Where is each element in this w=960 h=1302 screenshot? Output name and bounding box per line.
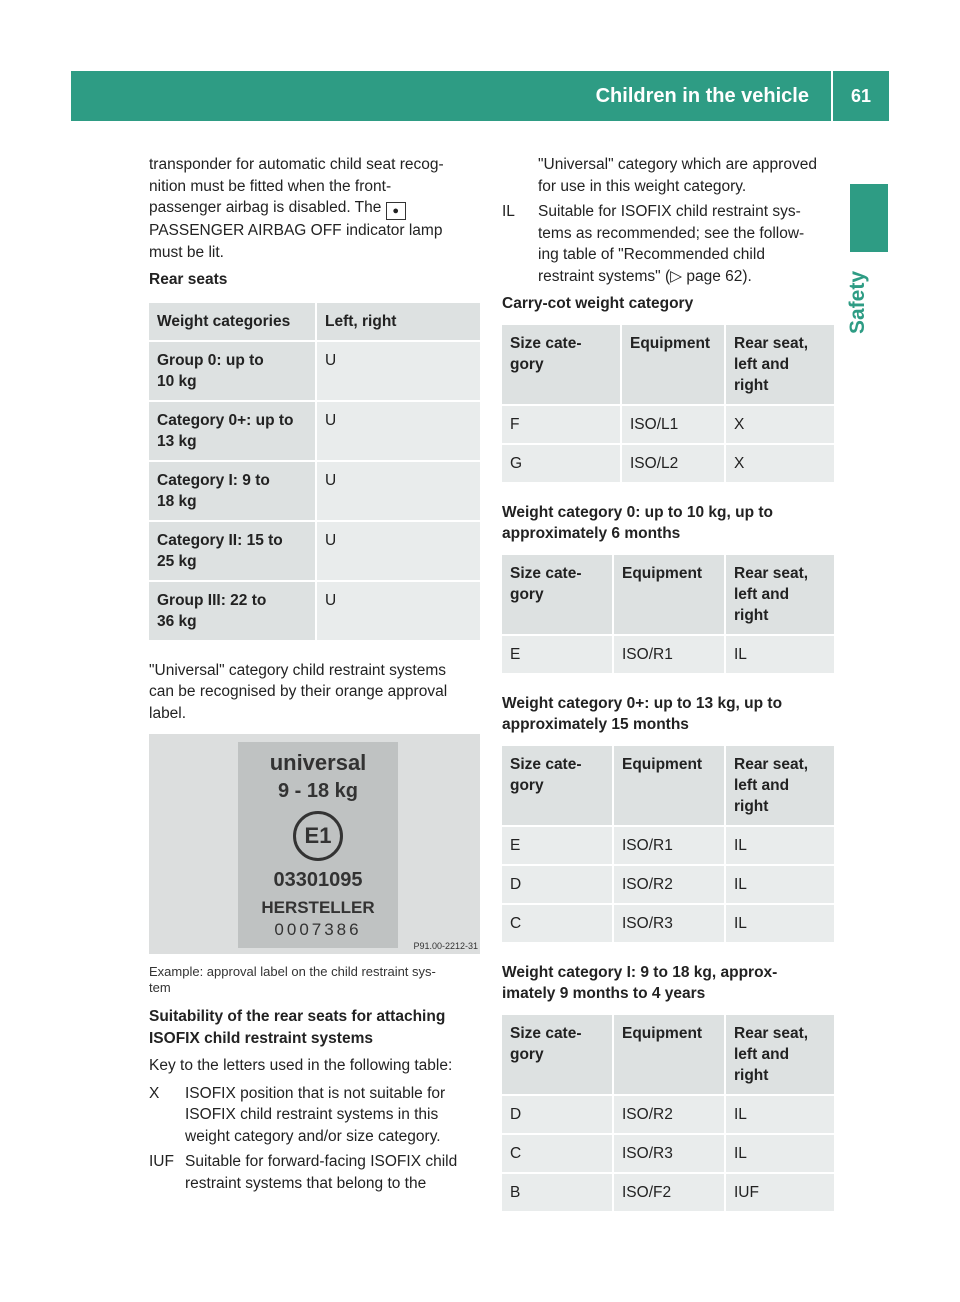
cell-line: Category II: 15 to [157,531,283,549]
table-cell: U [315,462,480,520]
isofix-heading: Suitability of the rear seats for attaching [149,1008,446,1025]
header-line: Size cate- [510,1024,582,1042]
table-cell: IL [724,1096,834,1133]
universal-text: can be recognised by their orange approval [149,683,448,700]
header-line: Rear seat, [734,755,809,773]
cell-line: 36 kg [157,612,197,630]
table-row [502,1096,834,1133]
key-letter: IUF [149,1153,174,1170]
key-line: ing table of "Recommended child [538,246,765,263]
rear-seats-table [149,301,480,642]
table-header [724,1015,834,1094]
approval-mark-icon: E1 [293,811,343,861]
intro-line: nition must be fitted when the front- [149,177,392,195]
table-row [149,582,480,640]
key-line: tems as recommended; see the follow- [538,224,805,242]
key-item-iuf [149,1151,480,1194]
key-line: ISOFIX child restraint systems in this [185,1106,439,1123]
table-cell [149,522,315,580]
table-cell: F [502,406,620,443]
header-line: left and [734,585,790,603]
table-cell: U [315,402,480,460]
table-header [502,746,612,825]
intro-line: must be lit. [149,243,224,261]
airbag-off-icon: ● [386,202,406,220]
key-line: restraint systems" (▷ page 62). [538,267,752,285]
table-row [149,462,480,520]
header-line: right [734,1066,769,1084]
key-line: restraint systems that belong to the [185,1174,427,1192]
label-line: 9 - 18 kg [277,780,359,802]
page-header [71,71,889,121]
table-row [502,827,834,864]
table-header: Weight categories [149,303,315,340]
header-line: gory [510,585,544,603]
approval-label-image [149,734,480,954]
table-header-row [149,303,480,340]
cat0plus-table [502,744,834,944]
header-line: right [734,606,769,624]
table-cell: ISO/R3 [612,1135,724,1172]
key-text [538,201,804,287]
table-row [502,1135,834,1172]
key-item-il [502,201,834,287]
left-column [149,154,480,1194]
table-cell: E [502,636,612,673]
cell-line: 10 kg [157,372,197,390]
right-column [502,154,834,1213]
table-row [502,445,834,482]
approval-label [238,742,398,948]
header-line: Size cate- [510,755,582,773]
image-caption: tem [149,980,171,995]
table-cell: U [315,342,480,400]
table-row [502,636,834,673]
table-cell: ISO/R1 [612,827,724,864]
cell-line: Category 0+: up to [157,411,294,429]
cat1-table [502,1013,834,1213]
table-header-row [502,1015,834,1094]
table-cell: IL [724,866,834,903]
table-header: Equipment [612,555,724,634]
image-code: P91.00-2212-31 [413,941,478,951]
table-cell: ISO/L1 [620,406,724,443]
header-line: Rear seat, [734,334,809,352]
table-cell: IL [724,1135,834,1172]
intro-line: transponder for automatic child seat recog- [149,156,444,173]
label-line: 03301095 [273,869,363,891]
cat0plus-heading: approximately 15 months [502,716,689,733]
table-cell: D [502,1096,612,1133]
table-header [502,325,620,404]
table-cell: X [724,445,834,482]
cell-line: 13 kg [157,432,197,450]
table-header [724,746,834,825]
key-line: ISOFIX position that is not suitable for [185,1084,446,1102]
key-letter: IL [502,203,515,220]
section-title: Children in the vehicle [595,85,809,107]
image-caption: Example: approval label on the child restraint sys- [149,964,436,979]
table-cell: U [315,582,480,640]
table-cell: ISO/F2 [612,1174,724,1211]
key-text [185,1083,445,1148]
universal-text: label. [149,704,187,722]
table-cell: X [724,406,834,443]
header-line: Size cate- [510,564,582,582]
table-cell: ISO/R3 [612,905,724,942]
table-header [724,555,834,634]
table-cell [149,462,315,520]
table-cell: G [502,445,620,482]
header-line: left and [734,776,790,794]
table-cell: U [315,522,480,580]
header-line: gory [510,776,544,794]
cell-line: Category I: 9 to [157,471,270,489]
iuf-continued: "Universal" category which are approved [538,156,817,173]
iuf-continued: for use in this weight category. [538,177,747,195]
table-cell: ISO/L2 [620,445,724,482]
table-cell: ISO/R1 [612,636,724,673]
header-line: right [734,797,769,815]
cell-line: 18 kg [157,492,197,510]
key-text [185,1151,457,1194]
header-line: Rear seat, [734,564,809,582]
label-line: universal [269,750,367,775]
cell-line: 25 kg [157,552,197,570]
table-cell [149,402,315,460]
table-cell: C [502,1135,612,1172]
table-header: Left, right [315,303,480,340]
table-row [502,1174,834,1211]
chapter-label-text: Safety [846,270,869,334]
label-line: 0007386 [274,920,362,939]
table-cell: IL [724,636,834,673]
header-line: gory [510,1045,544,1063]
key-item-x [149,1083,480,1148]
rear-seats-heading: Rear seats [149,271,228,288]
table-cell: IL [724,827,834,864]
key-line: Suitable for forward-facing ISOFIX child [185,1153,458,1170]
table-header [502,1015,612,1094]
table-header: Equipment [612,746,724,825]
cat0plus-heading: Weight category 0+: up to 13 kg, up to [502,694,783,712]
header-line: Rear seat, [734,1024,809,1042]
table-header-row [502,746,834,825]
table-cell: D [502,866,612,903]
intro-line [149,197,480,220]
intro-text: passenger airbag is disabled. The [149,199,382,216]
table-header [502,555,612,634]
cat0-table [502,553,834,675]
cat1-heading: Weight category I: 9 to 18 kg, approx- [502,963,778,981]
table-cell [149,582,315,640]
table-header: Equipment [612,1015,724,1094]
key-line: weight category and/or size category. [185,1127,441,1145]
table-header: Equipment [620,325,724,404]
header-line: gory [510,355,544,373]
isofix-heading: ISOFIX child restraint systems [149,1029,373,1047]
table-row [149,402,480,460]
table-cell: E [502,827,612,864]
table-cell: ISO/R2 [612,866,724,903]
table-cell: IUF [724,1174,834,1211]
table-header-row [502,555,834,634]
header-line: left and [734,1045,790,1063]
intro-line: PASSENGER AIRBAG OFF indicator lamp [149,222,443,239]
table-header-row [502,325,834,404]
cat1-heading: imately 9 months to 4 years [502,985,706,1002]
table-header [724,325,834,404]
key-intro: Key to the letters used in the following table: [149,1057,453,1074]
table-row [502,905,834,942]
table-cell [149,342,315,400]
table-row [149,342,480,400]
page-number: 61 [850,86,872,106]
cell-line: Group III: 22 to [157,591,267,609]
chapter-label [842,262,882,342]
chapter-tab [850,184,888,252]
label-line: HERSTELLER [261,898,375,917]
table-cell: ISO/R2 [612,1096,724,1133]
table-cell: C [502,905,612,942]
cat0-heading: Weight category 0: up to 10 kg, up to [502,503,773,521]
header-line: Size cate- [510,334,582,352]
table-row [502,866,834,903]
table-row [149,522,480,580]
cell-line: Group 0: up to [157,351,264,369]
cat0-heading: approximately 6 months [502,525,681,542]
table-cell: IL [724,905,834,942]
header-line: left and [734,355,790,373]
carrycot-table [502,323,834,484]
table-row [502,406,834,443]
universal-text: "Universal" category child restraint systems [149,661,446,679]
table-cell: B [502,1174,612,1211]
header-line: right [734,376,769,394]
key-line: Suitable for ISOFIX child restraint sys- [538,203,801,220]
carrycot-heading: Carry-cot weight category [502,295,694,312]
key-letter: X [149,1084,160,1102]
